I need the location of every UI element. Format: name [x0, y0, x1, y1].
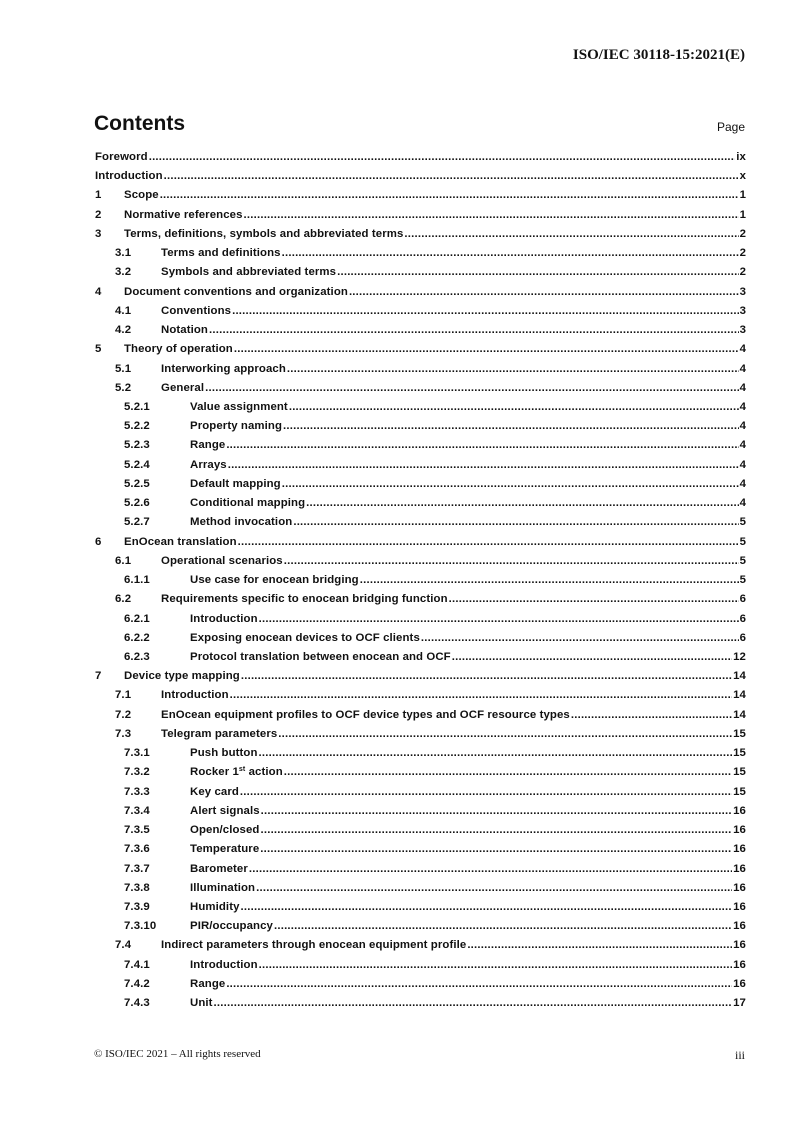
dot-leader [349, 286, 739, 298]
toc-entry-number: 7.3.9 [124, 900, 150, 913]
toc-entry-title[interactable] [190, 978, 225, 990]
title-text: Conventions [161, 304, 232, 317]
dot-leader [241, 901, 733, 913]
toc-entry[interactable] [0, 939, 793, 955]
toc-entry-page[interactable]: 4 [739, 477, 746, 490]
toc-entry-title[interactable] [190, 997, 213, 1009]
title-text: Property naming [190, 420, 283, 433]
toc-entry[interactable] [0, 786, 793, 802]
dot-leader [230, 689, 732, 701]
toc-entry-title[interactable] [124, 286, 348, 298]
title-text: Alert signals [190, 804, 260, 817]
title-text: Introduction [190, 612, 258, 625]
toc-entry-title[interactable] [190, 632, 420, 644]
toc-entry-title[interactable] [190, 863, 248, 875]
dot-leader [214, 997, 733, 1009]
toc-entry[interactable] [0, 170, 793, 186]
dot-leader [226, 978, 732, 990]
page-column-label: Page [716, 120, 745, 134]
toc-entry-page[interactable]: 4 [739, 420, 746, 433]
toc-entry-title[interactable] [190, 651, 451, 663]
toc-entry[interactable] [0, 401, 793, 417]
toc-entry-page[interactable]: 14 [733, 689, 746, 702]
toc-entry-title[interactable] [161, 324, 208, 336]
toc-entry-title[interactable] [161, 689, 229, 701]
dot-leader [226, 439, 738, 451]
toc-entry[interactable] [0, 747, 793, 763]
dot-leader [260, 843, 732, 855]
toc-entry-page[interactable]: 1 [739, 208, 746, 221]
title-text: Notation [161, 324, 208, 337]
toc-entry-number: 5.2.6 [124, 497, 150, 510]
toc-entry-number: 1 [95, 189, 102, 202]
dot-leader [209, 324, 739, 336]
toc-entry-title[interactable] [190, 747, 258, 759]
toc-entry-title[interactable] [190, 497, 305, 509]
toc-entry-page[interactable]: 4 [739, 343, 746, 356]
toc-entry-number: 7.3.3 [124, 785, 150, 798]
toc-entry-number: 5.2.5 [124, 477, 150, 490]
toc-entry-page[interactable]: 12 [733, 650, 746, 663]
dot-leader [449, 593, 739, 605]
toc-entry-title[interactable] [161, 939, 466, 951]
title-text: Conditional mapping [190, 497, 306, 510]
title-text: Introduction [190, 958, 258, 971]
toc-entry-number: 7.4.2 [124, 977, 150, 990]
dot-leader [337, 266, 738, 278]
toc-entry-title[interactable] [190, 959, 258, 971]
toc-entry-number: 7.3.7 [124, 862, 150, 875]
dot-leader [467, 939, 732, 951]
toc-entry-number: 7.3.6 [124, 843, 150, 856]
toc-entry-title[interactable] [190, 786, 239, 798]
title-text: Humidity [190, 900, 240, 913]
toc-entry[interactable] [0, 536, 793, 552]
title-text: General [161, 381, 205, 394]
toc-entry-title[interactable] [190, 420, 282, 432]
toc-entry-number: 7.3.2 [124, 766, 150, 779]
title-text: Push button [190, 747, 258, 760]
title-text: Introduction [161, 689, 229, 702]
toc-entry-title[interactable] [190, 459, 227, 471]
toc-entry-page[interactable]: 4 [739, 362, 746, 375]
toc-entry-page[interactable]: 4 [739, 381, 746, 394]
toc-entry[interactable] [0, 497, 793, 513]
toc-entry-page[interactable]: 5 [739, 554, 746, 567]
toc-entry-number: 6.2 [115, 593, 132, 606]
toc-entry-title[interactable] [124, 343, 233, 355]
toc-entry-page[interactable]: 16 [733, 804, 746, 817]
toc-entry-number: 7.4.3 [124, 997, 150, 1010]
title-text-after: action [245, 766, 283, 779]
dot-leader [404, 228, 738, 240]
toc-entry-page[interactable]: 1 [739, 189, 746, 202]
toc-entry-number: 6.1.1 [124, 574, 150, 587]
toc-entry[interactable] [0, 863, 793, 879]
dot-leader [205, 382, 738, 394]
dot-leader [259, 613, 739, 625]
toc-entry-page[interactable]: 5 [739, 535, 746, 548]
toc-entry-number: 6.2.1 [124, 612, 150, 625]
toc-entry-title[interactable] [190, 882, 255, 894]
toc-entry-page[interactable]: 16 [733, 843, 746, 856]
title-text: Introduction [95, 170, 163, 183]
toc-entry-page[interactable]: 5 [739, 574, 746, 587]
toc-entry-page[interactable]: 6 [739, 593, 746, 606]
toc-entry[interactable] [0, 189, 793, 205]
toc-entry-number: 7.3.10 [124, 920, 157, 933]
toc-entry-number: 5.2.4 [124, 458, 150, 471]
toc-entry[interactable] [0, 997, 793, 1013]
toc-entry-title[interactable] [161, 555, 283, 567]
toc-entry[interactable] [0, 613, 793, 629]
title-text: Terms and definitions [161, 247, 281, 260]
title-text: Theory of operation [124, 343, 233, 356]
dot-leader [293, 516, 738, 528]
title-text: Scope [124, 189, 159, 202]
toc-entry[interactable] [0, 324, 793, 340]
title-text: Foreword [95, 151, 148, 163]
dot-leader [282, 478, 739, 490]
toc-entry[interactable] [0, 478, 793, 494]
toc-entry-page[interactable]: 16 [733, 824, 746, 837]
dot-leader [282, 247, 739, 259]
title-text: Telegram parameters [161, 727, 278, 740]
toc-entry-title[interactable] [124, 189, 159, 201]
dot-leader [571, 709, 732, 721]
dot-leader [278, 728, 732, 740]
toc-entry-page[interactable]: ix [736, 151, 746, 163]
toc-entry-title[interactable] [190, 574, 359, 586]
toc-entry[interactable] [0, 920, 793, 936]
toc-entry-title[interactable] [190, 613, 258, 625]
toc-entry[interactable] [0, 632, 793, 648]
toc-entry-title[interactable] [161, 266, 336, 278]
toc-entry-page[interactable]: 16 [733, 939, 746, 952]
toc-entry-number: 2 [95, 208, 102, 221]
toc-entry[interactable] [0, 439, 793, 455]
footer-page-number: iii [734, 1048, 745, 1062]
toc-entry-page[interactable]: 4 [739, 497, 746, 510]
title-text: Value assignment [190, 400, 288, 413]
toc-entry-page[interactable]: 4 [739, 458, 746, 471]
toc-entry-number: 7.3.8 [124, 881, 150, 894]
toc-entry[interactable] [0, 805, 793, 821]
toc-entry-number: 7.4 [115, 939, 132, 952]
toc-entry-title[interactable] [95, 151, 148, 163]
toc-entry-number: 7.3.5 [124, 824, 150, 837]
toc-entry-page[interactable]: 3 [739, 324, 746, 337]
page-title: Contents [94, 112, 185, 135]
toc-entry-number: 6 [95, 535, 102, 548]
toc-entry[interactable] [0, 286, 793, 302]
toc-entry-title[interactable] [161, 382, 204, 394]
dot-leader [259, 747, 733, 759]
title-text: Method invocation [190, 516, 293, 529]
toc-entry-page[interactable]: 16 [733, 958, 746, 971]
toc-entry-title[interactable] [190, 766, 283, 778]
toc-entry-number: 7.3.1 [124, 747, 150, 760]
toc-entry[interactable] [0, 420, 793, 436]
toc-entry-title[interactable] [161, 709, 570, 721]
dot-leader [256, 882, 732, 894]
title-text: Default mapping [190, 477, 281, 490]
dot-leader [283, 420, 739, 432]
dot-leader [289, 401, 739, 413]
toc-entry-number: 5.2 [115, 381, 132, 394]
title-text: Illumination [190, 881, 256, 894]
title-text: Key card [190, 785, 239, 798]
toc-entry[interactable] [0, 209, 793, 225]
toc-entry-page[interactable]: 4 [739, 439, 746, 452]
toc-entry-page[interactable]: 3 [739, 304, 746, 317]
toc-entry[interactable] [0, 766, 793, 782]
toc-entry[interactable] [0, 709, 793, 725]
toc-entry-number: 6.1 [115, 554, 132, 567]
toc-entry-page[interactable]: 17 [733, 997, 746, 1010]
title-text: Device type mapping [124, 670, 240, 683]
toc-entry-number: 3.1 [115, 247, 132, 260]
title-text: Barometer [190, 862, 248, 875]
toc-entry-page[interactable]: 5 [739, 516, 746, 529]
toc-entry-page[interactable]: 16 [733, 900, 746, 913]
toc-entry[interactable] [0, 459, 793, 475]
dot-leader [164, 170, 739, 182]
toc-entry[interactable] [0, 843, 793, 859]
toc-entry-page[interactable]: 15 [733, 727, 746, 740]
toc-entry-title[interactable] [161, 305, 231, 317]
toc-entry[interactable] [0, 228, 793, 244]
title-text: Rocker 1 [190, 766, 239, 779]
title-text: PIR/occupancy [190, 920, 273, 933]
dot-leader [240, 786, 732, 798]
title-text: Interworking approach [161, 362, 286, 375]
dot-leader [284, 766, 732, 778]
document-id-header: ISO/IEC 30118-15:2021(E) [572, 47, 745, 63]
toc-entry-page[interactable]: 6 [739, 631, 746, 644]
toc-entry-page[interactable]: 2 [739, 227, 746, 240]
toc-entry[interactable] [0, 363, 793, 379]
toc-entry-number: 5.2.2 [124, 420, 150, 433]
toc-entry-title[interactable] [161, 593, 448, 605]
dot-leader [234, 343, 739, 355]
title-text: Terms, definitions, symbols and abbreviated terms [124, 227, 404, 240]
toc-entry-number: 6.2.2 [124, 631, 150, 644]
toc-entry-title[interactable] [190, 805, 260, 817]
toc-entry-title[interactable] [190, 478, 281, 490]
toc-entry[interactable] [0, 689, 793, 705]
toc-entry[interactable] [0, 593, 793, 609]
toc-entry-number: 4 [95, 285, 102, 298]
title-text: Use case for enocean bridging [190, 574, 359, 587]
toc-entry-page[interactable]: 3 [739, 285, 746, 298]
toc-entry-page[interactable]: 15 [733, 766, 746, 779]
toc-entry[interactable] [0, 574, 793, 590]
toc-entry-page[interactable]: 16 [733, 862, 746, 875]
footer-copyright: © ISO/IEC 2021 – All rights reserved [94, 1048, 261, 1060]
toc-entry-page[interactable]: 2 [739, 247, 746, 260]
toc-entry-title[interactable] [190, 901, 240, 913]
title-text: Operational scenarios [161, 554, 283, 567]
dot-leader [284, 555, 739, 567]
toc-entry-title[interactable] [190, 516, 292, 528]
toc-entry[interactable] [0, 555, 793, 571]
dot-leader [160, 189, 739, 201]
title-text: Range [190, 439, 226, 452]
toc-entry-page[interactable]: 4 [739, 400, 746, 413]
toc-entry-page[interactable]: 2 [739, 266, 746, 279]
title-text: Symbols and abbreviated terms [161, 266, 337, 279]
title-text: Exposing enocean devices to OCF clients [190, 631, 420, 644]
toc-entry-title[interactable] [161, 363, 286, 375]
toc-entry-number: 6.2.3 [124, 650, 150, 663]
dot-leader [260, 824, 732, 836]
toc-entry-title[interactable] [124, 536, 237, 548]
toc-entry[interactable] [0, 516, 793, 532]
toc-entry[interactable] [0, 959, 793, 975]
title-text: Normative references [124, 208, 243, 221]
dot-leader [249, 863, 732, 875]
toc-entry-title[interactable] [190, 920, 273, 932]
dot-leader [261, 805, 732, 817]
toc-entry-title[interactable] [190, 843, 259, 855]
toc-entry-title[interactable] [124, 228, 403, 240]
toc-entry-number: 7.2 [115, 708, 132, 721]
title-text: Protocol translation between enocean and OCF [190, 650, 451, 663]
toc-entry-number: 5.1 [115, 362, 132, 375]
title-text: Document conventions and organization [124, 285, 348, 298]
title-text: Range [190, 977, 226, 990]
title-text: Arrays [190, 458, 227, 471]
toc-entry-page[interactable]: 15 [733, 747, 746, 760]
toc-entry-number: 4.1 [115, 304, 132, 317]
toc-entry-number: 7 [95, 670, 102, 683]
title-text: Open/closed [190, 824, 260, 837]
dot-leader [306, 497, 738, 509]
toc-entry-page[interactable]: 14 [733, 708, 746, 721]
dot-leader [360, 574, 739, 586]
dot-leader [238, 536, 739, 548]
dot-leader [232, 305, 738, 317]
toc-entry-title[interactable] [190, 439, 225, 451]
toc-entry-number: 5.2.1 [124, 400, 150, 413]
toc-entry[interactable] [0, 824, 793, 840]
dot-leader [274, 920, 732, 932]
toc-entry-number: 3.2 [115, 266, 132, 279]
toc-entry-number: 5.2.7 [124, 516, 150, 529]
superscript: st [238, 766, 246, 774]
toc-entry[interactable] [0, 266, 793, 282]
toc-entry[interactable] [0, 670, 793, 686]
toc-entry-number: 4.2 [115, 324, 132, 337]
toc-entry-number: 7.3.4 [124, 804, 150, 817]
toc-entry[interactable] [0, 978, 793, 994]
dot-leader [259, 959, 732, 971]
toc-entry-number: 7.1 [115, 689, 132, 702]
toc-entry-page[interactable]: x [739, 170, 746, 183]
toc-entry-number: 5 [95, 343, 102, 356]
title-text: EnOcean equipment profiles to OCF device types and OCF resource types [161, 708, 570, 721]
title-text: Temperature [190, 843, 260, 856]
toc-entry[interactable] [0, 305, 793, 321]
toc-entry-page[interactable]: 6 [739, 612, 746, 625]
dot-leader [287, 363, 739, 375]
toc-entry-title[interactable] [124, 209, 243, 221]
toc-entry-number: 7.3 [115, 727, 132, 740]
toc-entry-title[interactable] [161, 728, 277, 740]
toc-entry-page[interactable]: 16 [733, 881, 746, 894]
dot-leader [228, 459, 739, 471]
toc-entry[interactable] [0, 901, 793, 917]
toc-entry-page[interactable]: 14 [733, 670, 746, 683]
title-text: Unit [190, 997, 213, 1010]
dot-leader [421, 632, 739, 644]
title-text: Indirect parameters through enocean equipment profile [161, 939, 467, 952]
toc-entry[interactable] [0, 343, 793, 359]
toc-entry-title[interactable] [124, 670, 240, 682]
dot-leader [149, 151, 736, 163]
toc-entry-page[interactable]: 16 [733, 977, 746, 990]
toc-entry-number: 7.4.1 [124, 958, 150, 971]
toc-entry-number: 5.2.3 [124, 439, 150, 452]
title-text: Requirements specific to enocean bridging function [161, 593, 448, 606]
toc-entry-page[interactable]: 16 [733, 920, 746, 933]
toc-entry[interactable] [0, 882, 793, 898]
toc-entry-title[interactable] [95, 170, 163, 182]
dot-leader [244, 209, 739, 221]
toc-entry-number: 3 [95, 227, 102, 240]
toc-entry[interactable] [0, 382, 793, 398]
toc-entry-title[interactable] [161, 247, 281, 259]
title-text: EnOcean translation [124, 535, 237, 548]
toc-entry[interactable] [0, 151, 793, 167]
toc-entry-title[interactable] [190, 401, 288, 413]
toc-entry[interactable] [0, 247, 793, 263]
dot-leader [452, 651, 732, 663]
dot-leader [241, 670, 732, 682]
toc-entry[interactable] [0, 651, 793, 667]
toc-entry-title[interactable] [190, 824, 259, 836]
toc-entry[interactable] [0, 728, 793, 744]
toc-entry-page[interactable]: 15 [733, 785, 746, 798]
